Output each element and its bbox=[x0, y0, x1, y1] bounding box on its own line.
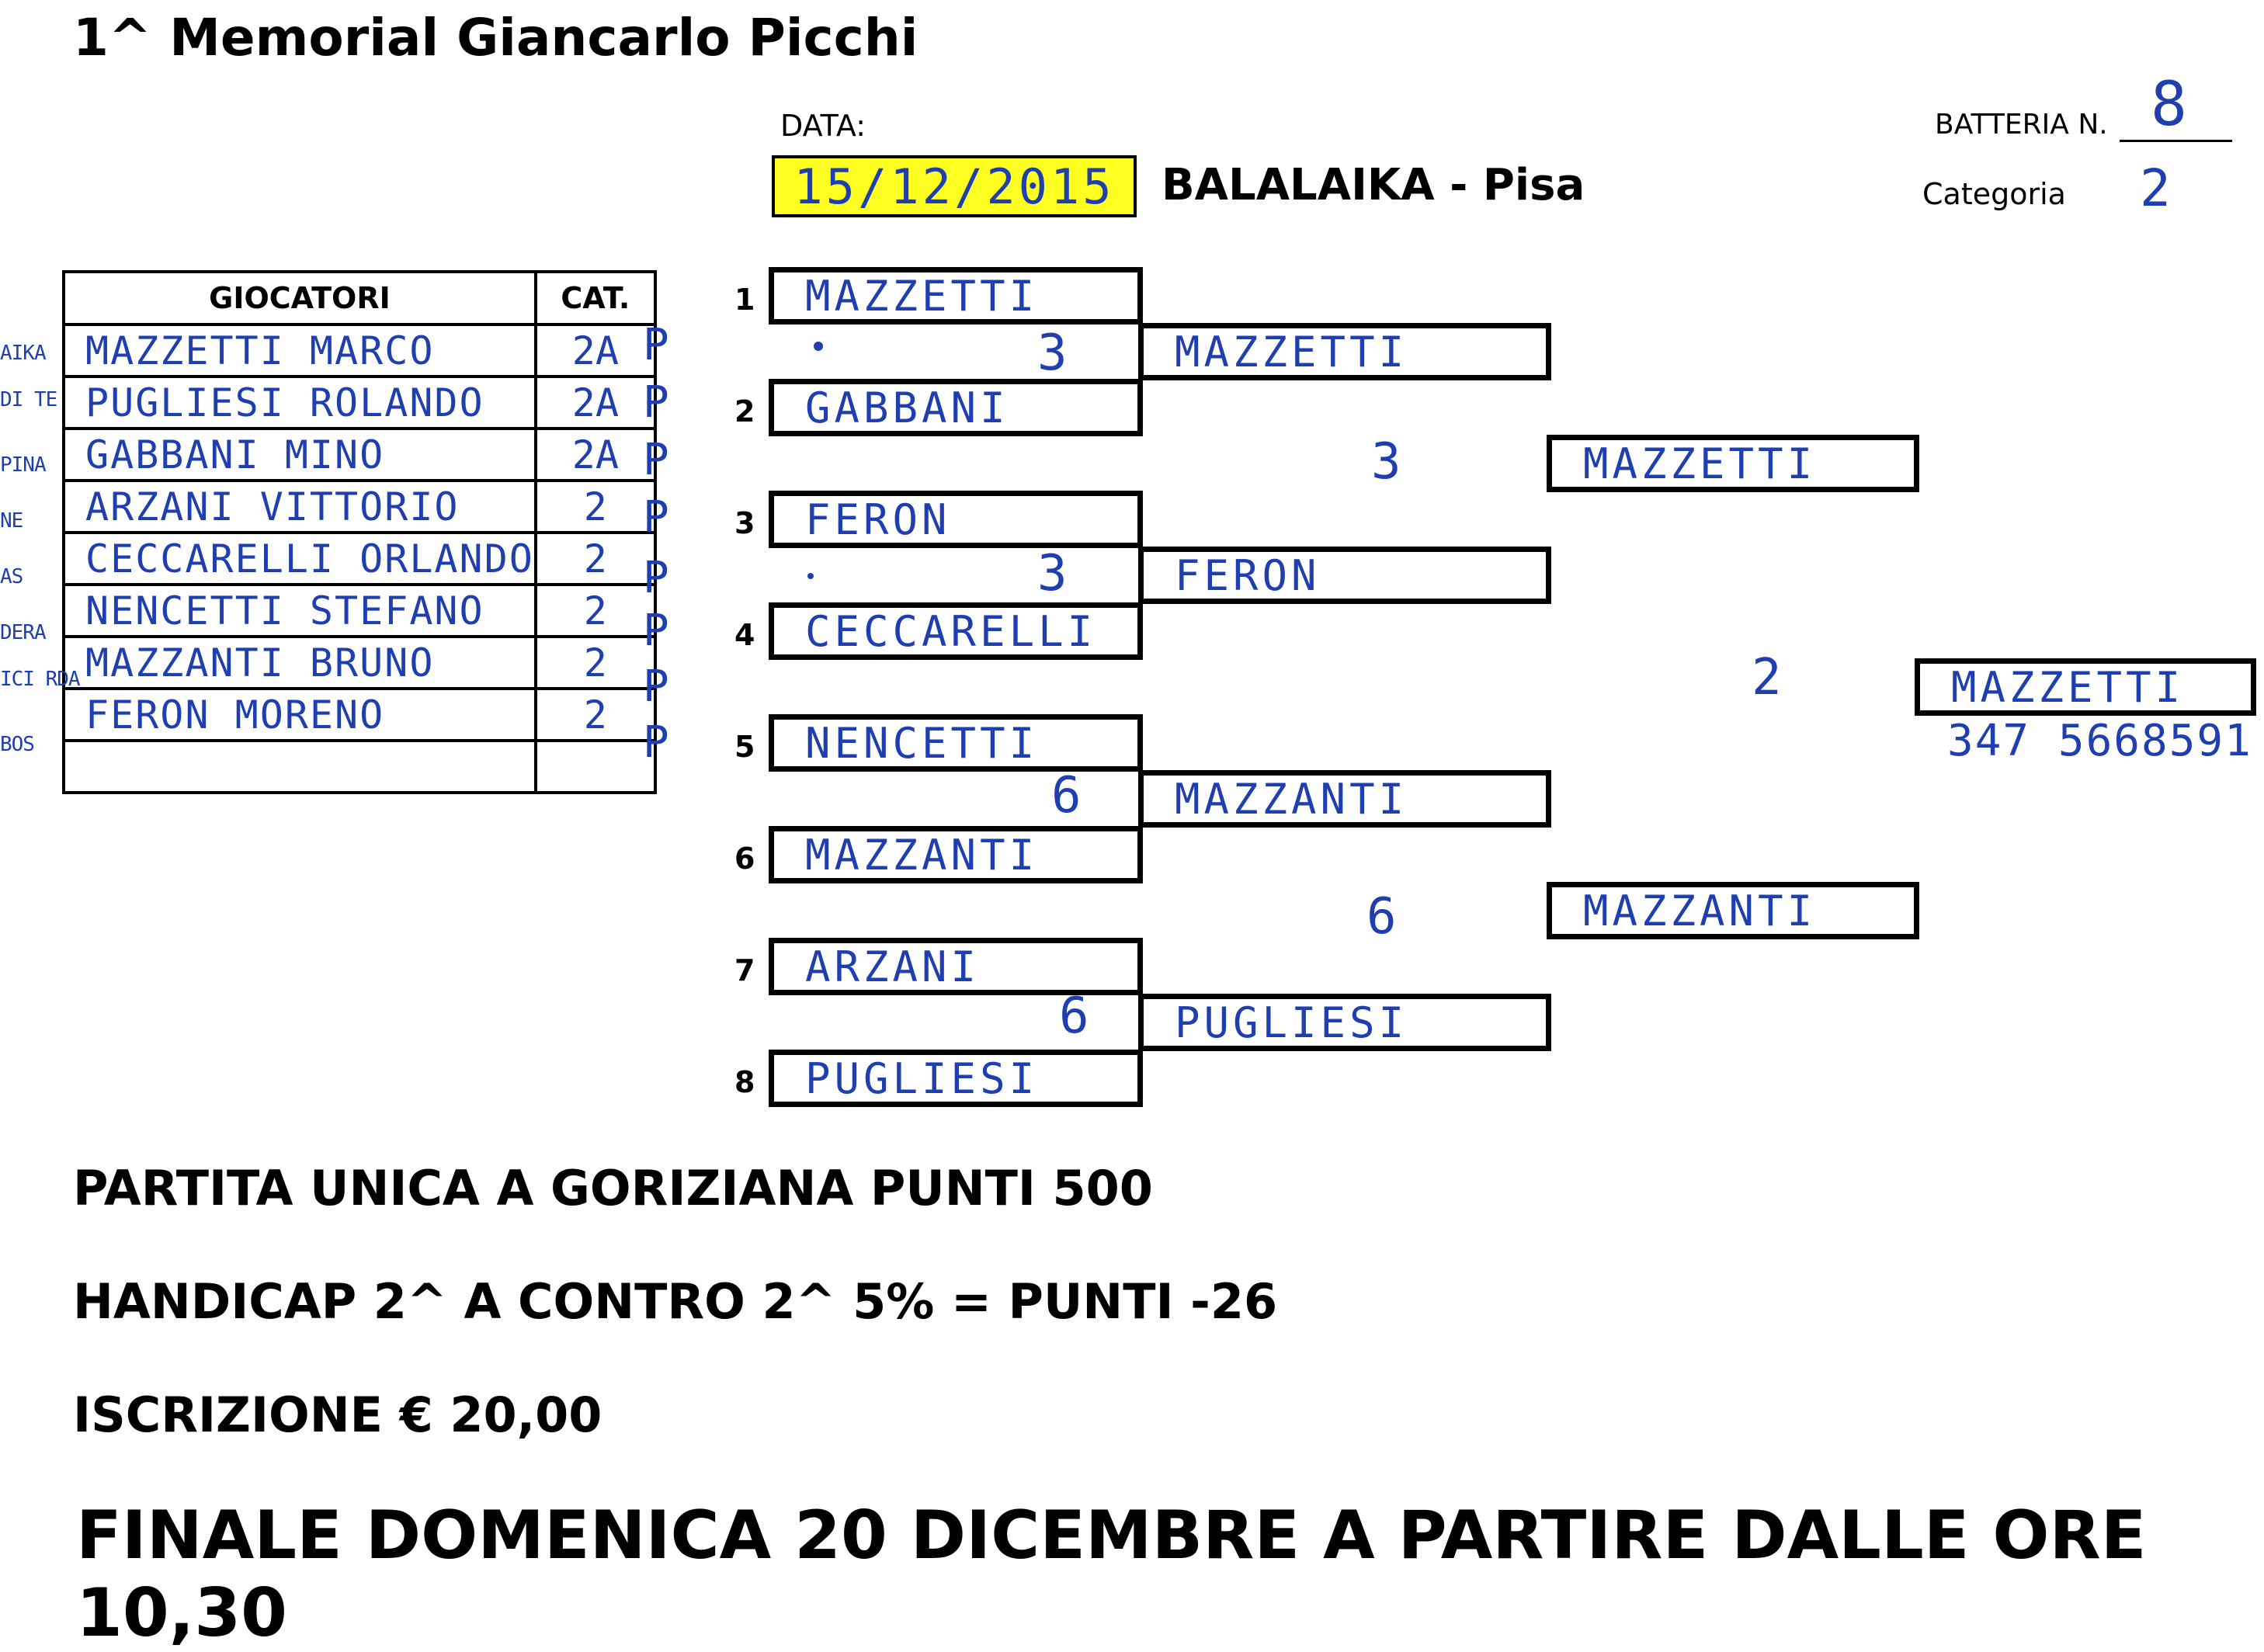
bracket-slot bbox=[769, 267, 1143, 324]
categoria-label: Categoria bbox=[1922, 177, 2066, 211]
bracket-slot bbox=[1138, 547, 1551, 604]
seed-number: 3 bbox=[734, 506, 755, 540]
winner-phone: 347 5668591 bbox=[1947, 716, 2252, 766]
player-category: 2 bbox=[583, 692, 607, 738]
club-note: AIKA bbox=[0, 342, 46, 365]
batteria-label: BATTERIA N. bbox=[1935, 109, 2108, 141]
bracket-player: MAZZETTI bbox=[1175, 327, 1408, 377]
table-header-row bbox=[64, 272, 655, 324]
players-table bbox=[62, 270, 657, 794]
seed-number: 6 bbox=[734, 842, 755, 876]
table-row bbox=[64, 481, 655, 533]
bracket-slot bbox=[1138, 994, 1551, 1051]
club-note: PINA bbox=[0, 453, 46, 477]
club-note: DERA bbox=[0, 621, 46, 644]
bracket-player: PUGLIESI bbox=[1175, 998, 1408, 1047]
club-note: NE bbox=[0, 509, 23, 533]
players-column-header: GIOCATORI bbox=[64, 272, 536, 324]
rule-line-3: ISCRIZIONE € 20,00 bbox=[73, 1386, 602, 1443]
player-name: FERON MORENO bbox=[85, 692, 385, 738]
presence-mark: P bbox=[643, 320, 669, 370]
bracket-slot bbox=[769, 826, 1143, 883]
player-name bbox=[65, 744, 85, 790]
club-note: BOS bbox=[0, 733, 34, 756]
page-title: 1^ Memorial Giancarlo Picchi bbox=[73, 8, 918, 68]
batteria-value: 8 bbox=[2151, 70, 2187, 140]
player-name: MAZZANTI BRUNO bbox=[85, 640, 435, 685]
bracket-player: MAZZETTI bbox=[805, 271, 1039, 321]
table-row bbox=[64, 585, 655, 637]
table-row bbox=[64, 429, 655, 481]
winner-name: MAZZETTI bbox=[1951, 662, 2185, 712]
seed-number: 2 bbox=[734, 394, 755, 429]
club-note: AS bbox=[0, 565, 23, 588]
date-label: DATA: bbox=[780, 109, 866, 143]
final-score: 2 bbox=[1752, 649, 1782, 706]
player-name: ARZANI VITTORIO bbox=[85, 484, 460, 529]
bracket-player: NENCETTI bbox=[805, 718, 1039, 768]
player-category: 2 bbox=[583, 536, 607, 581]
table-row bbox=[64, 689, 655, 741]
presence-mark: P bbox=[643, 492, 669, 543]
player-category: 2A bbox=[571, 380, 619, 425]
bracket-player: MAZZANTI bbox=[1583, 886, 1817, 935]
rule-line-1: PARTITA UNICA A GORIZIANA PUNTI 500 bbox=[73, 1160, 1153, 1216]
ink-dot bbox=[807, 573, 814, 579]
finale-notice: FINALE DOMENICA 20 DICEMBRE A PARTIRE DALLE ORE 10,30 bbox=[76, 1497, 2147, 1652]
bracket-slot bbox=[769, 1050, 1143, 1107]
bracket-player: CECCARELLI bbox=[805, 606, 1097, 656]
bracket-player: MAZZETTI bbox=[1583, 439, 1817, 488]
player-name: PUGLIESI ROLANDO bbox=[85, 380, 484, 425]
table-row bbox=[64, 637, 655, 689]
bracket-player: PUGLIESI bbox=[805, 1053, 1039, 1103]
bracket-player: ARZANI bbox=[805, 942, 981, 991]
bracket-slot bbox=[1547, 882, 1919, 939]
batteria-underline bbox=[2120, 140, 2232, 142]
bracket-slot bbox=[1138, 323, 1551, 380]
match-score: 3 bbox=[1037, 324, 1068, 382]
seed-number: 7 bbox=[734, 953, 755, 987]
categoria-value: 2 bbox=[2140, 158, 2171, 218]
presence-mark: P bbox=[643, 661, 669, 712]
presence-mark: P bbox=[643, 717, 669, 768]
bracket-slot bbox=[769, 938, 1143, 995]
bracket-slot bbox=[769, 491, 1143, 548]
match-score: 6 bbox=[1059, 987, 1089, 1045]
bracket-slot bbox=[769, 602, 1143, 660]
player-name: MAZZETTI MARCO bbox=[85, 328, 435, 373]
match-score: 6 bbox=[1051, 767, 1082, 824]
table-row bbox=[64, 533, 655, 585]
bracket-slot bbox=[1547, 435, 1919, 492]
bracket-player: FERON bbox=[1175, 550, 1321, 600]
player-category: 2A bbox=[571, 432, 619, 477]
presence-mark: P bbox=[643, 435, 669, 485]
seed-number: 1 bbox=[734, 283, 755, 317]
match-score: 3 bbox=[1371, 433, 1401, 491]
player-category: 2 bbox=[583, 588, 607, 633]
match-score: 3 bbox=[1037, 545, 1068, 602]
venue-label: BALALAIKA - Pisa bbox=[1162, 160, 1585, 210]
table-row bbox=[64, 741, 655, 793]
winner-slot bbox=[1915, 658, 2256, 716]
presence-mark: P bbox=[643, 606, 669, 656]
seed-number: 8 bbox=[734, 1065, 755, 1099]
seed-number: 4 bbox=[734, 618, 755, 652]
category-column-header: CAT. bbox=[536, 272, 655, 324]
player-category: 2A bbox=[571, 328, 619, 373]
match-score: 6 bbox=[1366, 888, 1397, 946]
player-name: CECCARELLI ORLANDO bbox=[85, 536, 534, 581]
bracket-slot bbox=[1138, 770, 1551, 828]
bracket-slot bbox=[769, 714, 1143, 772]
player-name: NENCETTI STEFANO bbox=[85, 588, 484, 633]
club-note: DI TE bbox=[0, 388, 57, 411]
seed-number: 5 bbox=[734, 730, 755, 764]
rule-line-2: HANDICAP 2^ A CONTRO 2^ 5% = PUNTI -26 bbox=[73, 1273, 1278, 1330]
bracket-player: MAZZANTI bbox=[1175, 774, 1408, 824]
player-name: GABBANI MINO bbox=[85, 432, 385, 477]
presence-mark: P bbox=[643, 553, 669, 603]
date-value: 15/12/2015 bbox=[793, 158, 1115, 215]
player-category: 2 bbox=[583, 640, 607, 685]
ink-dot bbox=[814, 342, 823, 351]
bracket-slot bbox=[769, 379, 1143, 436]
bracket-player: GABBANI bbox=[805, 383, 1009, 432]
table-row bbox=[64, 377, 655, 429]
table-row bbox=[64, 324, 655, 377]
bracket-player: FERON bbox=[805, 495, 951, 544]
presence-mark: P bbox=[643, 377, 669, 428]
date-field bbox=[772, 155, 1137, 217]
bracket-player: MAZZANTI bbox=[805, 830, 1039, 880]
club-note: ICI RDA bbox=[0, 668, 80, 691]
player-category: 2 bbox=[583, 484, 607, 529]
